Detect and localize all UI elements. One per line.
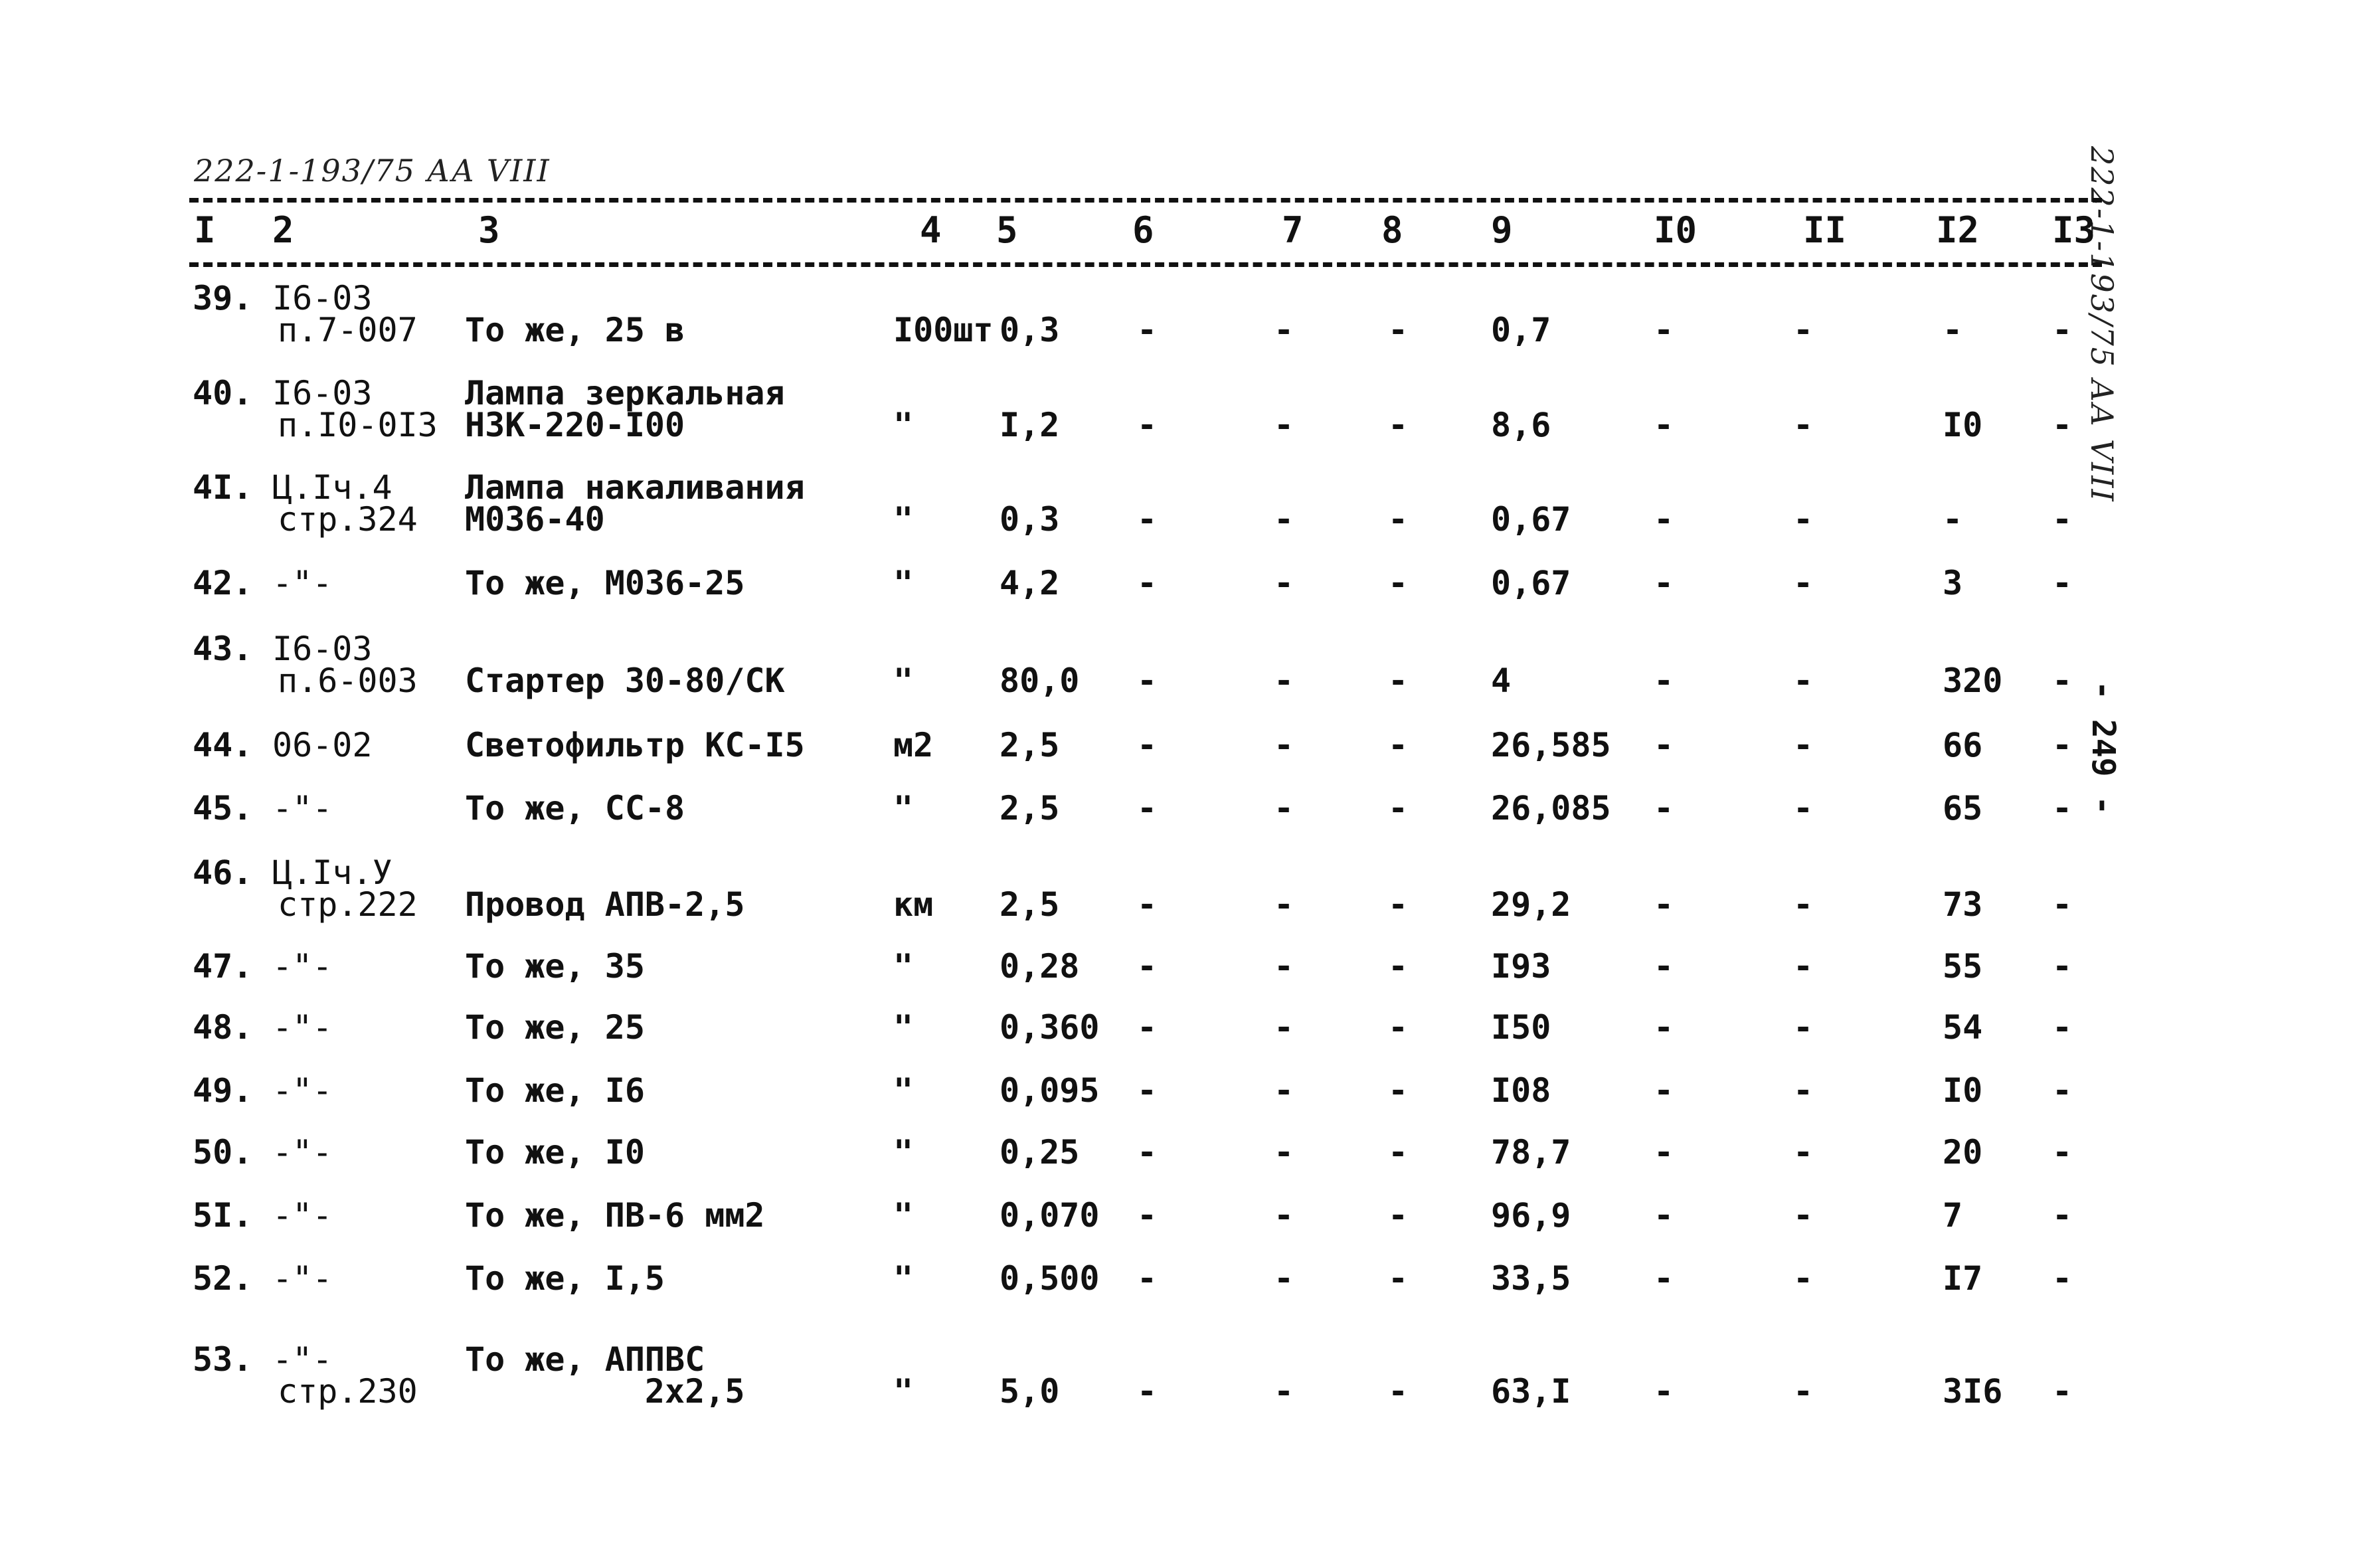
cell-c11: - <box>1793 947 1814 986</box>
cell-c10: - <box>1654 1133 1674 1172</box>
cell-c12: 320 <box>1943 661 2003 700</box>
cell-unit: " <box>893 789 914 828</box>
cell-c7: - <box>1274 947 1294 986</box>
cell-c12: 55 <box>1943 947 1983 986</box>
cell-qty: 0,360 <box>1000 1008 1100 1047</box>
cell-c8: - <box>1388 500 1409 539</box>
column-header-12: I2 <box>1936 209 1980 251</box>
cell-number: 4I. <box>193 468 253 507</box>
column-header-3: 3 <box>478 209 500 251</box>
cell-c6: - <box>1137 789 1158 828</box>
column-header-10: I0 <box>1654 209 1698 251</box>
cell-qty: 4,2 <box>1000 564 1060 602</box>
cell-c10: - <box>1654 406 1674 444</box>
cell-c10: - <box>1654 500 1674 539</box>
cell-qty: 0,500 <box>1000 1259 1100 1298</box>
cell-c12: - <box>1943 500 1963 539</box>
cell-c11: - <box>1793 789 1814 828</box>
cell-c10: - <box>1654 1372 1674 1411</box>
cell-c9: 29,2 <box>1491 885 1571 924</box>
column-header-11: II <box>1803 209 1847 251</box>
cell-c12: I0 <box>1943 1071 1983 1110</box>
cell-name: То же, М036-25 <box>465 564 745 602</box>
cell-qty: 0,3 <box>1000 311 1060 349</box>
cell-c13: - <box>2052 311 2073 349</box>
cell-c6: - <box>1137 661 1158 700</box>
cell-c10: - <box>1654 1196 1674 1235</box>
cell-name: То же, ПВ-6 мм2 <box>465 1196 765 1235</box>
cell-c11: - <box>1793 500 1814 539</box>
cell-number: 40. <box>193 374 253 412</box>
cell-c13: - <box>2052 564 2073 602</box>
cell-c8: - <box>1388 1071 1409 1110</box>
cell-qty: I,2 <box>1000 406 1060 444</box>
cell-qty: 0,095 <box>1000 1071 1100 1110</box>
cell-name: То же, 25 <box>465 1008 645 1047</box>
column-header-7: 7 <box>1282 209 1304 251</box>
cell-number: 42. <box>193 564 253 602</box>
cell-unit: " <box>893 1196 914 1235</box>
cell-qty: 0,3 <box>1000 500 1060 539</box>
cell-c9: 96,9 <box>1491 1196 1571 1235</box>
cell-code: I6-03 <box>272 279 373 317</box>
cell-number: 46. <box>193 853 253 892</box>
cell-name: То же, 35 <box>465 947 645 986</box>
cell-c10: - <box>1654 885 1674 924</box>
cell-name: То же, 25 в <box>465 311 685 349</box>
cell-c8: - <box>1388 406 1409 444</box>
cell-c8: - <box>1388 564 1409 602</box>
cell-name: Лампа зеркальная <box>465 374 785 412</box>
cell-c7: - <box>1274 311 1294 349</box>
document-code: 222-1-193/75 АА VIII <box>194 153 551 189</box>
cell-code: -"- <box>272 947 333 986</box>
header-bottom-rule <box>189 262 2102 267</box>
cell-c13: - <box>2052 885 2073 924</box>
cell-c13: - <box>2052 789 2073 828</box>
cell-unit: I00шт <box>893 311 994 349</box>
cell-c8: - <box>1388 1259 1409 1298</box>
cell-unit: " <box>893 406 914 444</box>
cell-code: -"- <box>272 1008 333 1047</box>
cell-c8: - <box>1388 789 1409 828</box>
cell-c13: - <box>2052 947 2073 986</box>
cell-c10: - <box>1654 661 1674 700</box>
cell-c7: - <box>1274 1196 1294 1235</box>
cell-c7: - <box>1274 789 1294 828</box>
cell-code: п.7-007 <box>278 311 418 349</box>
cell-c9: 78,7 <box>1491 1133 1571 1172</box>
cell-qty: 2,5 <box>1000 789 1060 828</box>
cell-name: 2х2,5 <box>465 1372 745 1411</box>
cell-c9: I50 <box>1491 1008 1551 1047</box>
column-header-1: I <box>194 209 216 251</box>
cell-code: стр.230 <box>278 1372 418 1411</box>
cell-c13: - <box>2052 1008 2073 1047</box>
cell-c8: - <box>1388 1196 1409 1235</box>
cell-unit: " <box>893 1008 914 1047</box>
cell-c9: 26,585 <box>1491 726 1611 764</box>
cell-c9: 0,7 <box>1491 311 1551 349</box>
cell-name: То же, I,5 <box>465 1259 665 1298</box>
cell-unit: " <box>893 661 914 700</box>
cell-c7: - <box>1274 1372 1294 1411</box>
cell-c9: I08 <box>1491 1071 1551 1110</box>
cell-c12: - <box>1943 311 1963 349</box>
cell-number: 43. <box>193 630 253 668</box>
cell-c12: 54 <box>1943 1008 1983 1047</box>
cell-unit: м2 <box>893 726 934 764</box>
cell-c13: - <box>2052 1133 2073 1172</box>
cell-c11: - <box>1793 661 1814 700</box>
cell-code: -"- <box>272 1259 333 1298</box>
cell-unit: " <box>893 1372 914 1411</box>
cell-c11: - <box>1793 1008 1814 1047</box>
cell-unit: " <box>893 947 914 986</box>
cell-name: Провод АПВ-2,5 <box>465 885 745 924</box>
cell-c7: - <box>1274 661 1294 700</box>
header-top-rule <box>189 198 2102 203</box>
cell-c9: 33,5 <box>1491 1259 1571 1298</box>
cell-c9: 4 <box>1491 661 1512 700</box>
cell-c7: - <box>1274 406 1294 444</box>
cell-name: М036-40 <box>465 500 605 539</box>
cell-c9: 63,I <box>1491 1372 1571 1411</box>
cell-code: -"- <box>272 1071 333 1110</box>
cell-number: 49. <box>193 1071 253 1110</box>
cell-c6: - <box>1137 947 1158 986</box>
cell-qty: 2,5 <box>1000 726 1060 764</box>
side-document-code: 222-1-193/75 АА VIII <box>2084 146 2120 503</box>
cell-c9: I93 <box>1491 947 1551 986</box>
cell-c8: - <box>1388 1008 1409 1047</box>
cell-unit: " <box>893 1133 914 1172</box>
cell-c11: - <box>1793 1259 1814 1298</box>
cell-c7: - <box>1274 1133 1294 1172</box>
cell-qty: 2,5 <box>1000 885 1060 924</box>
cell-number: 50. <box>193 1133 253 1172</box>
cell-c11: - <box>1793 1196 1814 1235</box>
cell-code: стр.324 <box>278 500 418 539</box>
cell-c13: - <box>2052 726 2073 764</box>
cell-code: -"- <box>272 564 333 602</box>
cell-c6: - <box>1137 1372 1158 1411</box>
cell-number: 39. <box>193 279 253 317</box>
cell-name: То же, I6 <box>465 1071 645 1110</box>
cell-c6: - <box>1137 1259 1158 1298</box>
cell-number: 48. <box>193 1008 253 1047</box>
cell-c9: 0,67 <box>1491 500 1571 539</box>
cell-unit: км <box>893 885 934 924</box>
cell-c6: - <box>1137 1196 1158 1235</box>
cell-name: То же, СС-8 <box>465 789 685 828</box>
cell-c10: - <box>1654 564 1674 602</box>
cell-c13: - <box>2052 406 2073 444</box>
cell-c10: - <box>1654 726 1674 764</box>
cell-c8: - <box>1388 947 1409 986</box>
cell-qty: 5,0 <box>1000 1372 1060 1411</box>
cell-code: -"- <box>272 1133 333 1172</box>
cell-c6: - <box>1137 1071 1158 1110</box>
cell-number: 44. <box>193 726 253 764</box>
cell-c9: 26,085 <box>1491 789 1611 828</box>
column-header-5: 5 <box>996 209 1018 251</box>
cell-c9: 0,67 <box>1491 564 1571 602</box>
cell-c6: - <box>1137 406 1158 444</box>
cell-c11: - <box>1793 564 1814 602</box>
cell-unit: " <box>893 500 914 539</box>
cell-code: 06-02 <box>272 726 373 764</box>
cell-number: 53. <box>193 1340 253 1379</box>
cell-c6: - <box>1137 564 1158 602</box>
cell-c12: 7 <box>1943 1196 1963 1235</box>
cell-c9: 8,6 <box>1491 406 1551 444</box>
cell-c8: - <box>1388 726 1409 764</box>
cell-c7: - <box>1274 726 1294 764</box>
column-header-4: 4 <box>920 209 942 251</box>
cell-c12: 65 <box>1943 789 1983 828</box>
cell-c12: I0 <box>1943 406 1983 444</box>
cell-c10: - <box>1654 789 1674 828</box>
cell-c7: - <box>1274 1008 1294 1047</box>
cell-c13: - <box>2052 1196 2073 1235</box>
cell-c6: - <box>1137 726 1158 764</box>
cell-c10: - <box>1654 1008 1674 1047</box>
column-header-8: 8 <box>1381 209 1403 251</box>
cell-c13: - <box>2052 500 2073 539</box>
cell-name: НЗК-220-I00 <box>465 406 685 444</box>
cell-c13: - <box>2052 1259 2073 1298</box>
cell-c11: - <box>1793 885 1814 924</box>
cell-c11: - <box>1793 311 1814 349</box>
cell-c7: - <box>1274 885 1294 924</box>
cell-unit: " <box>893 564 914 602</box>
cell-code: -"- <box>272 1340 333 1379</box>
cell-number: 47. <box>193 947 253 986</box>
cell-c7: - <box>1274 1259 1294 1298</box>
cell-c12: 73 <box>1943 885 1983 924</box>
cell-c11: - <box>1793 406 1814 444</box>
cell-qty: 0,070 <box>1000 1196 1100 1235</box>
cell-c6: - <box>1137 500 1158 539</box>
cell-c8: - <box>1388 885 1409 924</box>
cell-name: То же, I0 <box>465 1133 645 1172</box>
cell-qty: 80,0 <box>1000 661 1080 700</box>
cell-number: 52. <box>193 1259 253 1298</box>
cell-c8: - <box>1388 311 1409 349</box>
cell-c12: 66 <box>1943 726 1983 764</box>
cell-c10: - <box>1654 1071 1674 1110</box>
cell-code: I6-03 <box>272 374 373 412</box>
cell-c13: - <box>2052 661 2073 700</box>
cell-c8: - <box>1388 1372 1409 1411</box>
cell-code: п.I0-0I3 <box>278 406 438 444</box>
cell-c7: - <box>1274 500 1294 539</box>
cell-c6: - <box>1137 1008 1158 1047</box>
cell-c11: - <box>1793 1133 1814 1172</box>
cell-c10: - <box>1654 311 1674 349</box>
cell-c11: - <box>1793 1071 1814 1110</box>
cell-number: 5I. <box>193 1196 253 1235</box>
cell-code: п.6-003 <box>278 661 418 700</box>
cell-c7: - <box>1274 564 1294 602</box>
cell-code: стр.222 <box>278 885 418 924</box>
cell-c7: - <box>1274 1071 1294 1110</box>
cell-unit: " <box>893 1259 914 1298</box>
cell-code: -"- <box>272 1196 333 1235</box>
cell-c6: - <box>1137 311 1158 349</box>
column-header-2: 2 <box>272 209 294 251</box>
cell-name: Лампа накаливания <box>465 468 805 507</box>
cell-c12: I7 <box>1943 1259 1983 1298</box>
cell-c13: - <box>2052 1372 2073 1411</box>
cell-c13: - <box>2052 1071 2073 1110</box>
cell-code: Ц.Iч.4 <box>272 468 392 507</box>
cell-name: Стартер 30-80/СК <box>465 661 785 700</box>
column-header-6: 6 <box>1132 209 1154 251</box>
cell-number: 45. <box>193 789 253 828</box>
cell-c8: - <box>1388 661 1409 700</box>
cell-code: Ц.Iч.У <box>272 853 392 892</box>
cell-name: То же, АППВС <box>465 1340 705 1379</box>
cell-c10: - <box>1654 1259 1674 1298</box>
cell-c10: - <box>1654 947 1674 986</box>
cell-c6: - <box>1137 1133 1158 1172</box>
cell-c11: - <box>1793 726 1814 764</box>
cell-code: I6-03 <box>272 630 373 668</box>
cell-c11: - <box>1793 1372 1814 1411</box>
page-number: - 249 - <box>2085 681 2122 816</box>
cell-name: Светофильтр КС-I5 <box>465 726 805 764</box>
cell-qty: 0,25 <box>1000 1133 1080 1172</box>
cell-qty: 0,28 <box>1000 947 1080 986</box>
cell-c8: - <box>1388 1133 1409 1172</box>
column-header-9: 9 <box>1491 209 1513 251</box>
cell-c12: 3I6 <box>1943 1372 2003 1411</box>
cell-code: -"- <box>272 789 333 828</box>
cell-c6: - <box>1137 885 1158 924</box>
column-header-13: I3 <box>2052 209 2096 251</box>
cell-c12: 3 <box>1943 564 1963 602</box>
cell-c12: 20 <box>1943 1133 1983 1172</box>
cell-unit: " <box>893 1071 914 1110</box>
